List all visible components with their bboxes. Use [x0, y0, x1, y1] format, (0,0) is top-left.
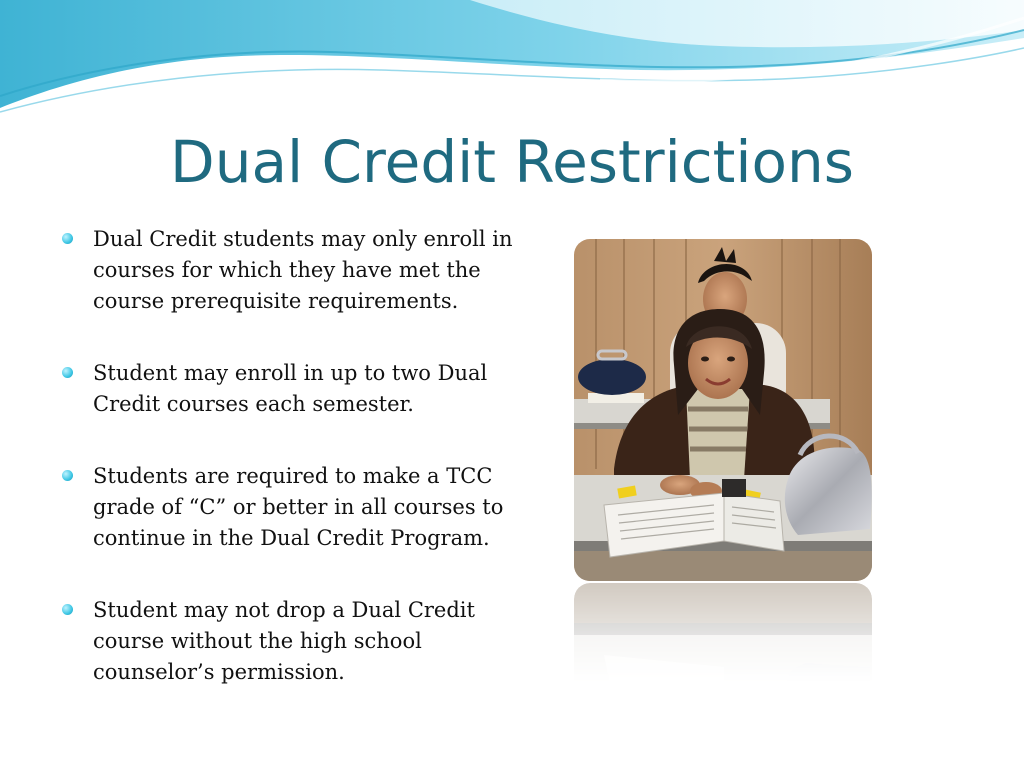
bullet-text: Dual Credit students may only enroll in courses for which they have met the course prerequisite requirements.: [93, 227, 513, 313]
bullet-item: [62, 595, 522, 688]
bullet-text: Student may not drop a Dual Credit course without the high school counselor’s permission.: [93, 598, 475, 684]
bullet-icon: [62, 233, 73, 244]
classroom-photo: [574, 239, 872, 581]
slide-title: Dual Credit Restrictions: [170, 128, 854, 196]
bullet-icon: [62, 470, 73, 481]
bullet-item: [62, 358, 522, 420]
bullet-text: Students are required to make a TCC grade of “C” or better in all courses to continue in the Dual Credit Program.: [93, 464, 504, 550]
bullet-text: Student may enroll in up to two Dual Credit courses each semester.: [93, 361, 488, 416]
bullet-list: [62, 224, 522, 688]
classroom-students-photo-icon: [574, 239, 872, 581]
bullet-icon: [62, 367, 73, 378]
photo-reflection: [574, 583, 872, 683]
bullet-item: [62, 461, 522, 554]
photo-reflection-icon: [574, 583, 872, 683]
wave-header-decoration: [0, 0, 1024, 120]
bullet-item: [62, 224, 522, 317]
bullet-icon: [62, 604, 73, 615]
